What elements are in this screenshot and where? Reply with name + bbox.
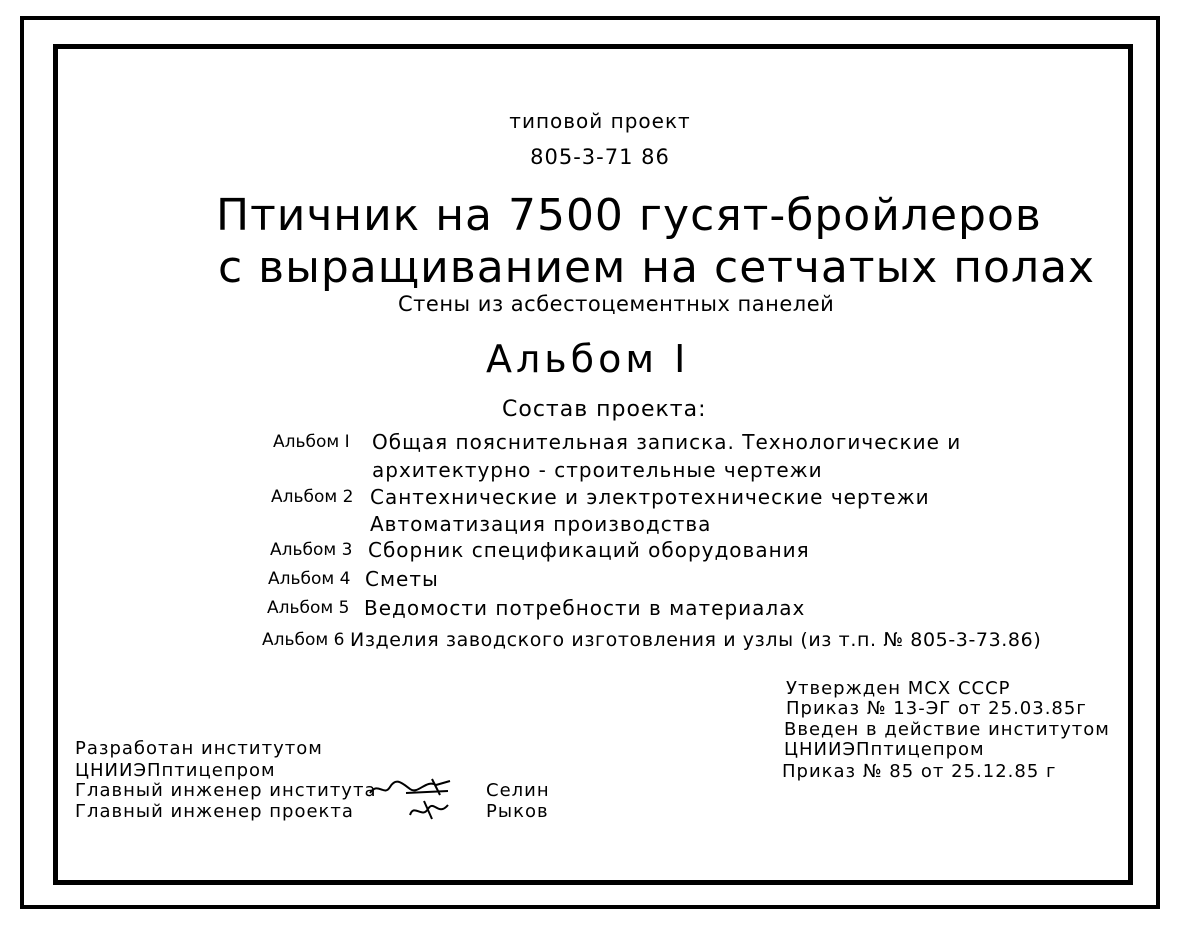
chief-project-name: Рыков <box>486 801 549 822</box>
composition-title: Состав проекта: <box>502 397 707 422</box>
chief-project-label: Главный инженер проекта <box>75 801 354 822</box>
album-description: архитектурно - строительные чертежи <box>372 458 823 482</box>
album-label: Альбом 6 <box>262 630 345 650</box>
effective-institute: ЦНИИЭПптицепром <box>784 739 985 760</box>
project-number: 805-3-71 86 <box>530 145 670 169</box>
album-description: Общая пояснительная записка. Технологические и <box>372 430 962 454</box>
album-label: Альбом 5 <box>267 598 350 618</box>
title-line-2: с выращиванием на сетчатых полах <box>218 242 1096 293</box>
album-description: Сметы <box>365 567 439 591</box>
album-heading: Альбом I <box>486 337 690 381</box>
album-description: Ведомости потребности в материалах <box>364 596 806 620</box>
signature-chief-project <box>404 797 454 823</box>
title-line-1: Птичник на 7500 гусят-бройлеров <box>216 190 1042 241</box>
album-label: Альбом I <box>273 432 350 452</box>
album-description: Автоматизация производства <box>370 512 712 536</box>
album-label: Альбом 3 <box>270 540 353 560</box>
album-description: Изделия заводского изготовления и узлы (из т.п. № 805-3-73.86) <box>350 629 1042 651</box>
chief-institute-label: Главный инженер института <box>75 780 377 801</box>
album-label: Альбом 4 <box>268 569 351 589</box>
developer-institute: ЦНИИЭПптицепром <box>75 760 276 781</box>
approval-line: Утвержден МСХ СССР <box>786 678 1011 699</box>
album-label: Альбом 2 <box>271 487 354 507</box>
chief-institute-name: Селин <box>486 780 550 801</box>
developer-line: Разработан институтом <box>75 738 323 759</box>
album-description: Сантехнические и электротехнические чертежи <box>370 485 930 509</box>
approval-order: Приказ № 13-ЭГ от 25.03.85г <box>786 698 1087 719</box>
album-description: Сборник спецификаций оборудования <box>368 538 810 562</box>
effective-line: Введен в действие институтом <box>784 719 1110 740</box>
project-label: типовой проект <box>509 109 691 133</box>
effective-order: Приказ № 85 от 25.12.85 г <box>782 761 1057 782</box>
subtitle: Стены из асбестоцементных панелей <box>398 292 835 316</box>
